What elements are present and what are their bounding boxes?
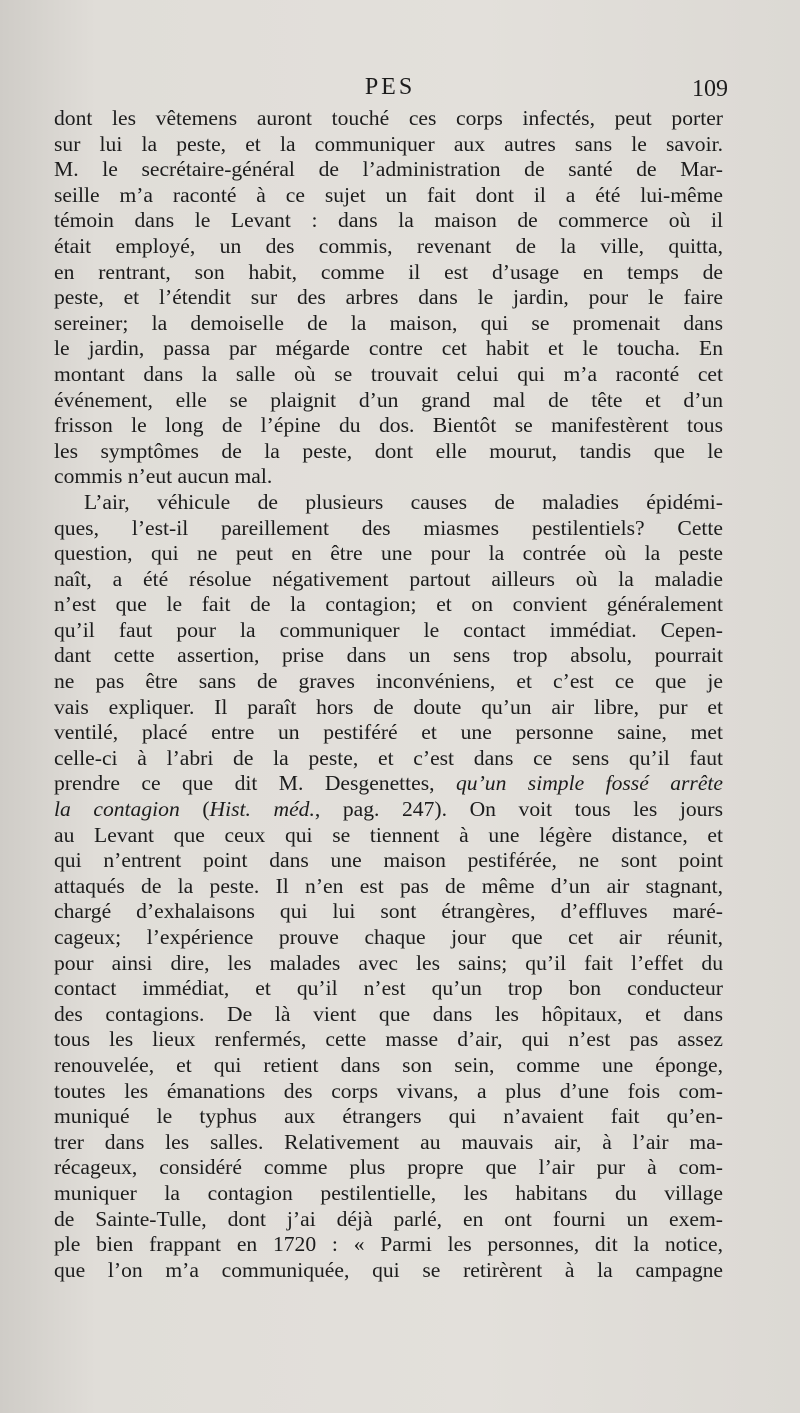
page-number: 109: [692, 76, 728, 102]
text-line: témoin dans le Levant : dans la maison de commerce où il: [54, 208, 723, 233]
text-line: vais expliquer. Il paraît hors de doute qu’un air libre, pur et: [54, 694, 723, 719]
text-line: renouvelée, et qui retient dans son sein, comme une éponge,: [54, 1052, 723, 1077]
text-line: celle-ci à l’abri de la peste, et c’est dans ce sens qu’il faut: [54, 745, 723, 770]
text-line: muniqué le typhus aux étrangers qui n’avaient fait qu’en-: [54, 1104, 723, 1129]
text-line: question, qui ne peut en être une pour la contrée où la peste: [54, 541, 723, 566]
italic-quote: qu’un simple fossé arrête: [456, 771, 723, 796]
text-line: montant dans la salle où se trouvait celui qui m’a raconté cet: [54, 361, 723, 386]
text-segment: (: [179, 797, 210, 822]
text-line: de Sainte-Tulle, dont j’ai déjà parlé, en ont fourni un exem-: [54, 1206, 723, 1231]
text-line: peste, et l’étendit sur des arbres dans le jardin, pour le faire: [54, 285, 723, 310]
text-segment: prendre ce que dit M. Desgenettes,: [54, 771, 435, 796]
text-line: dont les vêtemens auront touché ces corps infectés, peut porter: [54, 106, 723, 130]
text-line: toutes les émanations des corps vivans, a plus d’une fois com-: [54, 1078, 723, 1103]
text-line: en rentrant, son habit, comme il est d’usage en temps de: [54, 259, 723, 284]
text-line: muniquer la contagion pestilentielle, les habitans du village: [54, 1180, 723, 1205]
text-line: attaqués de la peste. Il n’en est pas de même d’un air stagnant,: [54, 873, 723, 898]
text-line: naît, a été résolue négativement partout ailleurs où la maladie: [54, 566, 723, 591]
text-line: L’air, véhicule de plusieurs causes de maladies épidémi-: [84, 489, 723, 514]
text-line: dant cette assertion, prise dans un sens trop absolu, pourrait: [54, 643, 723, 668]
text-line: tous les lieux renfermés, cette masse d’air, qui n’est pas assez: [54, 1027, 723, 1052]
text-line: frisson le long de l’épine du dos. Bientôt se manifestèrent tous: [54, 413, 723, 438]
text-line: événement, elle se plaignit d’un grand mal de tête et d’un: [54, 387, 723, 412]
text-line: les symptômes de la peste, dont elle mourut, tandis que le: [54, 438, 723, 463]
text-line-with-citation: [54, 797, 723, 823]
text-line: sur lui la peste, et la communiquer aux autres sans le savoir.: [54, 131, 723, 156]
text-line: qu’il faut pour la communiquer le contact immédiat. Cepen-: [54, 617, 723, 642]
text-line: le jardin, passa par mégarde contre cet habit et le toucha. En: [54, 336, 723, 361]
text-line: cageux; l’expérience prouve chaque jour que cet air réunit,: [54, 925, 723, 949]
text-line: que l’on m’a communiquée, qui se retirèrent à la campagne: [54, 1257, 723, 1282]
text-line: commis n’eut aucun mal.: [54, 464, 273, 489]
text-line: contact immédiat, et qu’il n’est qu’un trop bon conducteur: [54, 976, 723, 1001]
text-line: sereiner; la demoiselle de la maison, qui se promenait dans: [54, 310, 723, 335]
text-line: pour ainsi dire, les malades avec les sains; qu’il fait l’effet du: [54, 950, 723, 975]
text-line: était employé, un des commis, revenant de la ville, quitta,: [54, 233, 723, 258]
text-line: des contagions. De là vient que dans les hôpitaux, et dans: [54, 1001, 723, 1026]
text-line: trer dans les salles. Relativement au mauvais air, à l’air ma-: [54, 1129, 723, 1154]
text-segment: , pag. 247). On voit tous les jours: [314, 797, 724, 822]
body-text: [54, 106, 723, 1283]
text-line-with-quote: [54, 771, 723, 797]
text-line: seille m’a raconté à ce sujet un fait dont il a été lui-même: [54, 182, 723, 207]
text-line: ple bien frappant en 1720 : « Parmi les personnes, dit la notice,: [54, 1232, 723, 1257]
running-head: [0, 74, 800, 108]
text-line: chargé d’exhalaisons qui lui sont étrangères, d’effluves maré-: [54, 899, 723, 924]
text-line: n’est que le fait de la contagion; et on convient généralement: [54, 592, 723, 617]
italic-citation: Hist. méd.: [209, 797, 315, 822]
text-line: qui n’entrent point dans une maison pestiférée, ne sont point: [54, 848, 723, 873]
text-line: ventilé, placé entre un pestiféré et une personne saine, met: [54, 720, 723, 745]
text-line: au Levant que ceux qui se tiennent à une légère distance, et: [54, 822, 723, 847]
text-line: ques, l’est-il pareillement des miasmes pestilentiels? Cette: [54, 515, 723, 540]
text-line: récageux, considéré comme plus propre que l’air pur à com-: [54, 1155, 723, 1180]
text-line: ne pas être sans de graves inconvéniens, et c’est ce que je: [54, 669, 723, 694]
text-line: M. le secrétaire-général de l’administration de santé de Mar-: [54, 157, 723, 182]
running-title: PES: [364, 74, 416, 100]
italic-quote: la contagion: [54, 797, 180, 822]
